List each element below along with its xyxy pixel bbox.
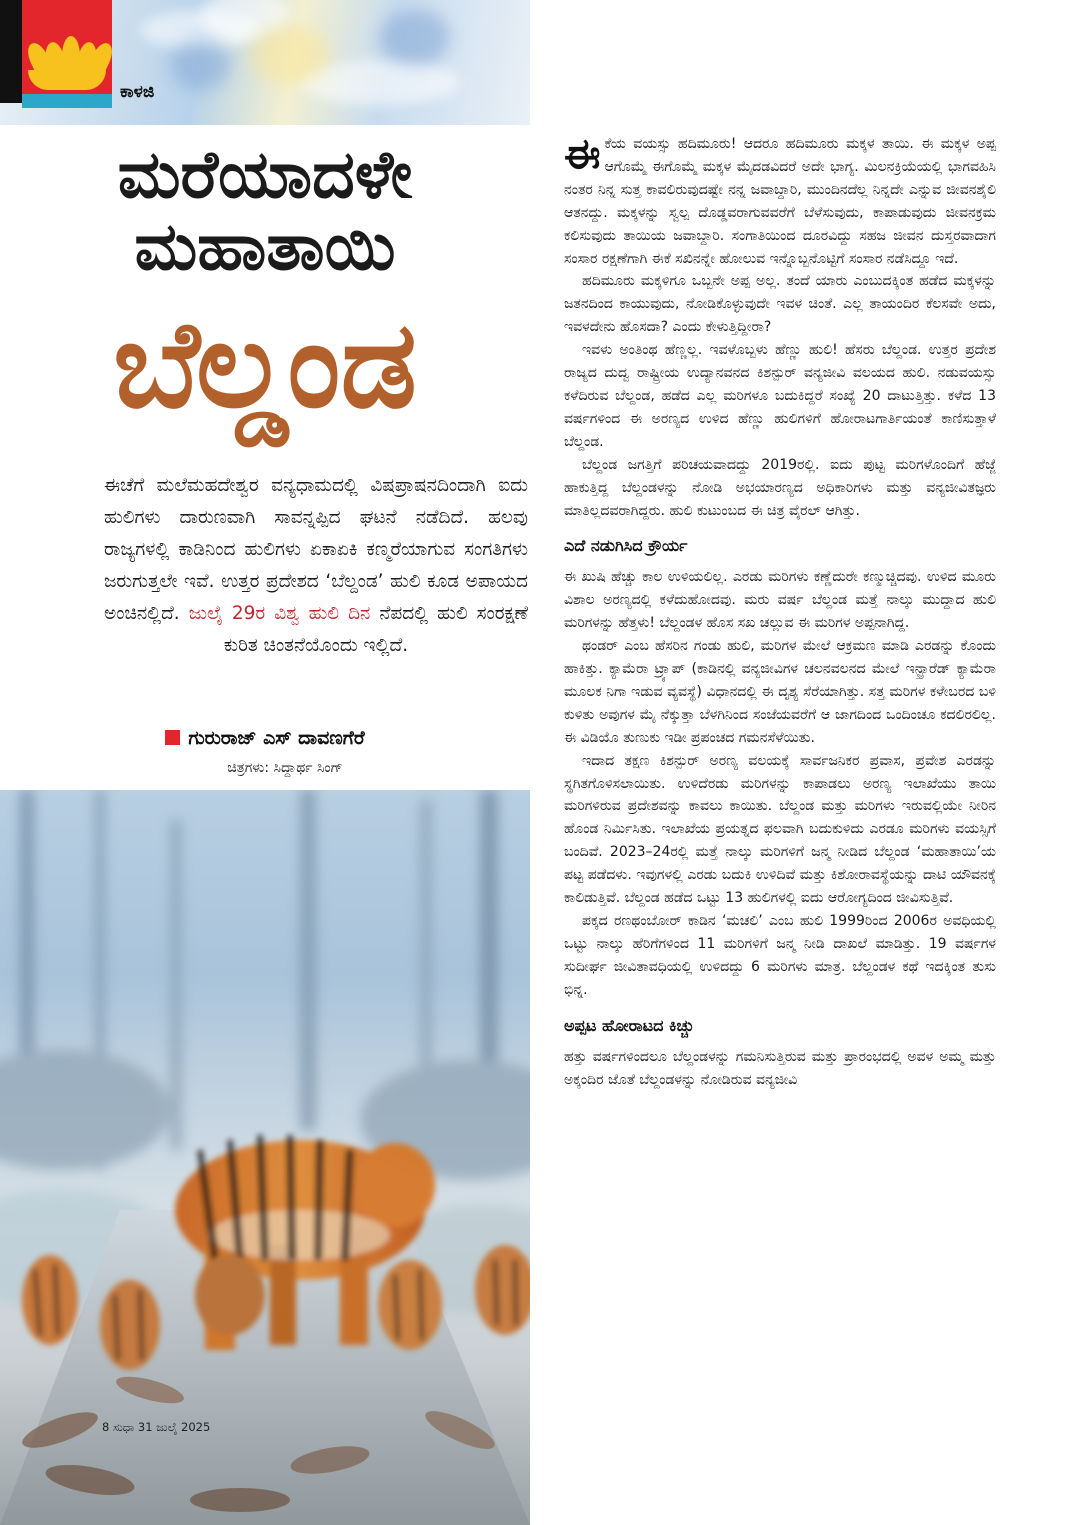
author-name: ಗುರುರಾಜ್ ಎಸ್ ದಾವಣಗೆರೆ <box>188 727 365 749</box>
paragraph: ಹತ್ತು ವರ್ಷಗಳಿಂದಲೂ ಬೆಲ್ದಂಡಳನ್ನು ಗಮನಿಸುತ್ತಿರುವ ಮತ್ತು ಪ್ರಾರಂಭದಲ್ಲಿ ಅವಳ ಅಮ್ಮ ಮತ್ತು ಅಕ್ಕಂದಿರ ಜೊತೆ ಬೆಲ್ದಂಡಳನ್ನು ನೋಡಿರುವ ವನ್ಯಜೀವಿ <box>564 1048 996 1088</box>
paragraph: ಹದಿಮೂರು ಮಕ್ಕಳಿಗೂ ಒಬ್ಬನೇ ಅಪ್ಪ ಅಲ್ಲ. ತಂದೆ ಯಾರು ಎಂಬುದಕ್ಕಿಂತ ಹಡೆದ ಮಕ್ಕಳನ್ನು ಜತನದಿಂದ ಕಾಯುವುದು, ನೋಡಿಕೊಳ್ಳುವುದೇ ಇವಳ ಚಿಂತೆ. ಎಲ್ಲ ತಾಯಂದಿರ ಕೆಲಸವೇ ಅದು, ಇವಳದೇನು ಹೊಸದಾ? ಎಂದು ಕೇಳುತ್ತಿದ್ದೀರಾ? <box>564 273 996 336</box>
subheading: ಅಪ್ಪಟ ಹೋರಾಟದ ಕಿಚ್ಚು <box>564 1015 695 1035</box>
magazine-logo-icon <box>22 0 112 108</box>
standfirst-tail: ನೆಪದಲ್ಲಿ ಹುಲಿ ಸಂರಕ್ಷಣೆ ಕುರಿತ ಚಿಂತನೆಯೊಂದು ಇಲ್ಲಿದೆ. <box>223 603 528 656</box>
paragraph: ಈಕೆಯ ವಯಸ್ಸು ಹದಿಮೂರು! ಆದರೂ ಹದಿಮೂರು ಮಕ್ಕಳ ತಾಯಿ. ಈ ಮಕ್ಕಳ ಅಪ್ಪ ಆಗೊಮ್ಮೆ ಈಗೊಮ್ಮೆ ಮಕ್ಕಳ ಮೈದಡವಿದರೆ ಅದೇ ಭಾಗ್ಯ. ಮಿಲನಕ್ರಿಯೆಯಲ್ಲಿ ಭಾಗವಹಿಸಿ ನಂತರ ನಿನ್ನ ಸುತ್ತ ಕಾವಲಿರುವುದಷ್ಟೇ ನನ್ನ ಜವಾಬ್ದಾರಿ, ಮುಂದಿನದೆಲ್ಲ ನಿನ್ನದೇ ಎನ್ನುವ ಜೀವನಶೈಲಿ ಆತನದ್ದು. ಮಕ್ಕಳನ್ನು ಸ್ವಲ್ಪ ದೊಡ್ಡವರಾಗುವವರೆಗೆ ಬೆಳೆಸುವುದು, ಕಾಪಾಡುವುದು ಜೀವನಕ್ರಮ ಕಲಿಸುವುದು ತಾಯಿಯ ಜವಾಬ್ದಾರಿ. ಸಂಗಾತಿಯಿಂದ ದೂರವಿದ್ದು ಸಹಜ ಜೀವನ ದುಸ್ತರವಾದಾಗ ಸಂಸಾರ ರಕ್ಷಣೆಗಾಗಿ ಈಕೆ ಸಖಿನನ್ನೇ ಹೋಲುವ ಇನ್ನೊಬ್ಬನೊಟ್ಟಿಗೆ ಸಂಸಾರ ನಡೆಸಿದ್ದೂ ಇದೆ. <box>564 129 996 267</box>
standfirst <box>104 470 528 662</box>
headline-line-2: ಮಹಾತಾಯಿ <box>134 207 396 285</box>
standfirst-highlight: ಜುಲೈ 29ರ ವಿಶ್ವ ಹುಲಿ ದಿನ <box>188 603 371 624</box>
paragraph: ಇವಳು ಅಂತಿಂಥ ಹೆಣ್ಣಲ್ಲ. ಇವಳೊಬ್ಬಳು ಹೆಣ್ಣು ಹುಲಿ! ಹೆಸರು ಬೆಲ್ದಂಡ. ಉತ್ತರ ಪ್ರದೇಶ ರಾಜ್ಯದ ದುದ್ವ ರಾಷ್ಟ್ರೀಯ ಉದ್ಯಾನವನದ ಕಿಶನ್ಪುರ್ ವನ್ಯಜೀವಿ ವಲಯದ ಹುಲಿ. ನಡುವಯಸ್ಸು ಕಳೆದಿರುವ ಬೆಲ್ದಂಡ, ಹಡೆದ ಎಲ್ಲ ಮರಿಗಳೂ ಬದುಕಿದ್ದರೆ ಸಂಖ್ಯೆ 20 ದಾಟುತ್ತಿತ್ತು. ಕಳೆದ 13 ವರ್ಷಗಳಿಂದ ಈ ಅರಣ್ಯದ ಉಳಿದ ಹೆಣ್ಣು ಹುಲಿಗಳಿಗೆ ಹೋರಾಟಗಾರ್ತಿಯಂತೆ ಕಾಣಿಸುತ್ತಾಳೆ ಬೆಲ್ದಂಡ. <box>564 342 996 450</box>
drop-cap: ಈ <box>564 129 601 178</box>
paragraph: ಈ ಖುಷಿ ಹೆಚ್ಚು ಕಾಲ ಉಳಿಯಲಿಲ್ಲ. ಎರಡು ಮರಿಗಳು ಕಣ್ಣೆದುರೇ ಕಣ್ಮುಚ್ಚಿದವು. ಉಳಿದ ಮೂರು ವಿಶಾಲ ಅರಣ್ಯದಲ್ಲಿ ಕಳೆದುಹೋದವು. ಮರು ವರ್ಷ ಬೆಲ್ದಂಡ ಮತ್ತೆ ನಾಲ್ಕು ಮುದ್ದಾದ ಹುಲಿ ಮರಿಗಳನ್ನು ಹೆತ್ತಳು! ಬೆಲ್ದಂಡಳ ಹೊಸ ಸಖ ಚಲ್ಲುವ ಈ ಮರಿಗಳ ಅಪ್ಪನಾಗಿದ್ದ. <box>564 569 996 632</box>
paragraph: ಪಕ್ಕದ ರಣಥಂಬೋರ್ ಕಾಡಿನ ‘ಮಚಲಿ’ ಎಂಬ ಹುಲಿ 1999ರಿಂದ 2006ರ ಅವಧಿಯಲ್ಲಿ ಒಟ್ಟು ನಾಲ್ಕು ಹೆರಿಗೆಗಳಿಂದ 11 ಮರಿಗಳಿಗೆ ಜನ್ಮ ನೀಡಿ ದಾಖಲೆ ಮಾಡಿತ್ತು. 19 ವರ್ಷಗಳ ಸುದೀರ್ಘ ಜೀವಿತಾವಧಿಯಲ್ಲಿ ಉಳಿದದ್ದು 6 ಮರಿಗಳು ಮಾತ್ರ. ಬೆಲ್ದಂಡಳ ಕಥೆ ಇದಕ್ಕಿಂತ ತುಸು ಭಿನ್ನ. <box>564 913 996 998</box>
paragraph: ಬೆಲ್ದಂಡ ಜಗತ್ತಿಗೆ ಪರಿಚಯವಾದದ್ದು 2019ರಲ್ಲಿ. ಐದು ಪುಟ್ಟ ಮರಿಗಳೊಂದಿಗೆ ಹೆಜ್ಜೆ ಹಾಕುತ್ತಿದ್ದ ಬೆಲ್ದಂಡಳನ್ನು ನೋಡಿ ಅಭಯಾರಣ್ಯದ ಅಧಿಕಾರಿಗಳು ಮತ್ತು ವನ್ಯಜೀವಿತಜ್ಞರು ಮಾತಿಲ್ಲದವರಾಗಿದ್ದರು. ಹುಲಿ ಕುಟುಂಬದ ಈ ಚಿತ್ರ ವೈರಲ್ ಆಗಿತ್ತು. <box>564 456 996 519</box>
red-square-icon <box>165 730 180 745</box>
standfirst-text: ಈಚೆಗೆ ಮಲೆಮಹದೇಶ್ವರ ವನ್ಯಧಾಮದಲ್ಲಿ ವಿಷಪ್ರಾಷನದಿಂದಾಗಿ ಐದು ಹುಲಿಗಳು ದಾರುಣವಾಗಿ ಸಾವನ್ನಪ್ಪಿದ ಘಟನೆ ನಡೆದಿದೆ. ಹಲವು ರಾಜ್ಯಗಳಲ್ಲಿ ಕಾಡಿನಿಂದ ಹುಲಿಗಳು ಏಕಾಏಕಿ ಕಣ್ಮರೆಯಾಗುವ ಸಂಗತಿಗಳು ಜರುಗುತ್ತಲೇ ಇವೆ. ಉತ್ತರ ಪ್ರದೇಶದ ‘ಬೆಲ್ದಂಡ’ ಹುಲಿ ಕೂಡ ಅಪಾಯದ ಅಂಚಿನಲ್ಲಿದೆ. <box>104 475 528 624</box>
headline-line-3: ಬೆಲ್ಡಂಡ <box>113 294 417 435</box>
paragraph: ಇದಾದ ತಕ್ಷಣ ಕಿಶನ್ಪುರ್ ಅರಣ್ಯ ವಲಯಕ್ಕೆ ಸಾರ್ವಜನಿಕರ ಪ್ರವಾಸ, ಪ್ರವೇಶ ಎರಡನ್ನು ಸ್ಥಗಿತಗೊಳಿಸಲಾಯಿತು. ಉಳಿದೆರಡು ಮರಿಗಳನ್ನು ಕಾಪಾಡಲು ಅರಣ್ಯ ಇಲಾಖೆಯು ತಾಯಿ ಮರಿಗಳಿರುವ ಪ್ರದೇಶವನ್ನು ಕಾವಲು ಕಾಯಿತು. ಬೆಲ್ದಂಡ ಮತ್ತು ಮರಿಗಳು ಇರುವಲ್ಲಿಯೇ ನೀರಿನ ಹೊಂಡ ನಿರ್ಮಿಸಿತು. ಇಲಾಖೆಯ ಪ್ರಯತ್ನದ ಫಲವಾಗಿ ಬದುಕುಳಿದು ಎರಡೂ ಮರಿಗಳು ವಯಸ್ಸಿಗೆ ಬಂದಿವೆ. 2023–24ರಲ್ಲಿ ಮತ್ತೆ ನಾಲ್ಕು ಮರಿಗಳಿಗೆ ಜನ್ಮ ನೀಡಿದ ಬೆಲ್ದಂಡ ‘ಮಹಾತಾಯಿ’ಯ ಪಟ್ಟ ಪಡೆದಳು. ಇವುಗಳಲ್ಲಿ ಎರಡು ಬದುಕಿ ಉಳಿದಿವೆ ಮತ್ತು ಕಿಶೋರಾವಸ್ಥೆಯನ್ನು ದಾಟಿ ಯೌವನಕ್ಕೆ ಕಾಲಿಡುತ್ತಿವೆ. ಬೆಲ್ದಂಡ ಹಡೆದ ಒಟ್ಟು 13 ಹುಲಿಗಳಲ್ಲಿ ಐದು ಆರೋಗ್ಯದಿಂದ ಜೀವಿಸುತ್ತಿವೆ. <box>564 752 996 907</box>
page-folio: 8 ಸುಧಾ 31 ಜುಲೈ 2025 <box>102 1420 211 1434</box>
article-body <box>564 129 996 1091</box>
logo-backing <box>0 0 22 103</box>
section-label: ಕಾಳಜಿ <box>120 82 155 102</box>
tiger-family-photo <box>0 790 530 1525</box>
tiger-photo-illustration <box>0 790 530 1525</box>
subheading: ಎದೆ ನಡುಗಿಸಿದ ಕ್ರೌರ್ಯ <box>564 536 688 556</box>
headline-line-1: ಮರೆಯಾದಳೇ <box>117 135 413 213</box>
paragraph: ಥಂಡರ್ ಎಂಬ ಹೆಸರಿನ ಗಂಡು ಹುಲಿ, ಮರಿಗಳ ಮೇಲೆ ಆಕ್ರಮಣ ಮಾಡಿ ಎರಡನ್ನು ಕೊಂದು ಹಾಕಿತ್ತು. ಕ್ಯಾಮೆರಾ ಟ್ರ್ಯಾಪ್ (ಕಾಡಿನಲ್ಲಿ ವನ್ಯಜೀವಿಗಳ ಚಲನವಲನದ ಮೇಲೆ ಇನ್ಫ್ರಾರೆಡ್ ಕ್ಯಾಮೆರಾ ಮೂಲಕ ನಿಗಾ ಇಡುವ ವ್ಯವಸ್ಥೆ) ವಿಧಾನದಲ್ಲಿ ಈ ದೃಶ್ಯ ಸೆರೆಯಾಗಿತ್ತು. ಸತ್ತ ಮರಿಗಳ ಕಳೇಬರದ ಬಳಿ ಕುಳಿತು ಅವುಗಳ ಮೈ ನೆಕ್ಕುತ್ತಾ ಬೆಳಗಿನಿಂದ ಸಂಜೆಯವರೆಗೆ ಆ ಜಾಗದಿಂದ ಒಂದಿಂಚೂ ಕದಲಿರಲಿಲ್ಲ. ಈ ವಿಡಿಯೊ ತುಣುಕು ಇಡೀ ಪ್ರಪಂಚದ ಗಮನಸೆಳೆಯಿತು. <box>564 638 996 746</box>
byline <box>0 727 530 749</box>
photo-credit: ಚಿತ್ರಗಳು: ಸಿದ್ದಾರ್ಥ ಸಿಂಗ್ <box>227 760 343 776</box>
